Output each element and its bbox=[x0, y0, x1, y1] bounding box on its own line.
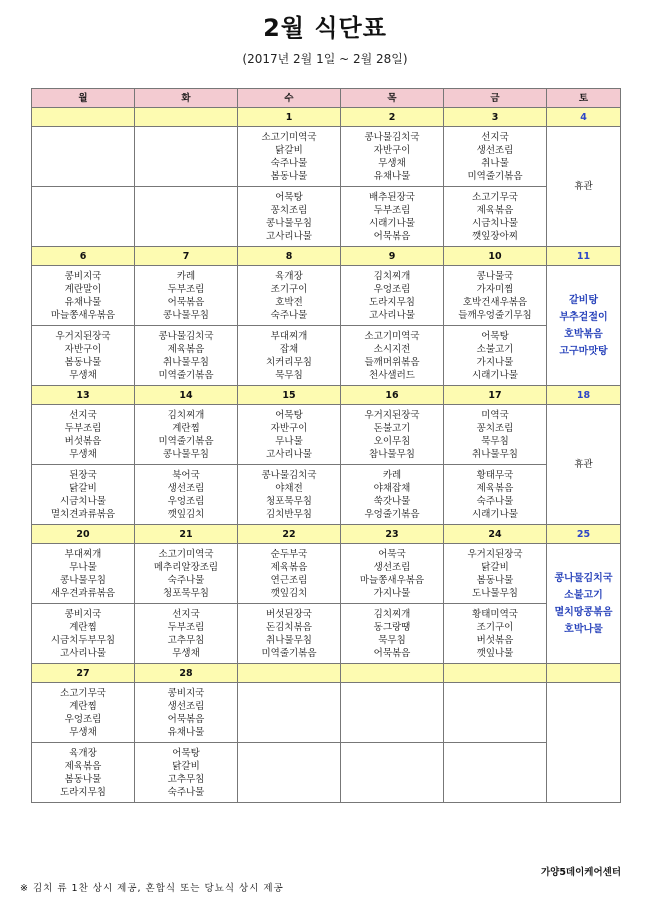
date-cell: 4 bbox=[547, 108, 621, 127]
menu-item: 생선조림 bbox=[167, 482, 205, 494]
menu-item: 들깨우엉줄기무침 bbox=[458, 309, 532, 321]
menu-item: 미역국 bbox=[481, 409, 509, 421]
lunch-menu-cell bbox=[32, 266, 135, 326]
date-cell bbox=[32, 108, 135, 127]
menu-item: 미역줄기볶음 bbox=[158, 369, 214, 381]
lunch-menu-cell bbox=[238, 683, 341, 743]
menu-item: 봄동나물 bbox=[476, 574, 514, 586]
date-cell: 13 bbox=[32, 386, 135, 405]
menu-item: 참나물무침 bbox=[369, 448, 415, 460]
menu-item: 메추리알장조림 bbox=[153, 561, 219, 573]
menu-item: 고사리나물 bbox=[266, 230, 312, 242]
menu-item: 호박건새우볶음 bbox=[462, 296, 528, 308]
dinner-menu-cell bbox=[238, 187, 341, 247]
menu-item: 어묵국 bbox=[378, 548, 406, 560]
dinner-menu-cell bbox=[444, 604, 547, 664]
menu-item: 시금치두부무침 bbox=[50, 634, 116, 646]
date-cell: 22 bbox=[238, 525, 341, 544]
lunch-menu-cell bbox=[341, 266, 444, 326]
lunch-menu-cell bbox=[341, 683, 444, 743]
menu-item: 고사리나물 bbox=[369, 309, 415, 321]
menu-item: 김치찌개 bbox=[373, 608, 411, 620]
menu-item: 생선조림 bbox=[373, 561, 411, 573]
menu-item: 유채나물 bbox=[373, 170, 411, 182]
menu-item: 버섯볶음 bbox=[64, 435, 102, 447]
menu-item: 선지국 bbox=[172, 608, 200, 620]
date-cell: 28 bbox=[135, 664, 238, 683]
saturday-menu-item: 콩나물김치국 bbox=[554, 572, 613, 584]
menu-item: 숙주나물 bbox=[167, 786, 205, 798]
menu-item: 콩나물무침 bbox=[266, 217, 312, 229]
saturday-cell bbox=[547, 683, 621, 803]
menu-item: 두부조림 bbox=[373, 204, 411, 216]
menu-item: 취나물무침 bbox=[163, 356, 209, 368]
lunch-menu-cell bbox=[444, 266, 547, 326]
lunch-menu-cell bbox=[341, 544, 444, 604]
menu-item: 생선조림 bbox=[167, 700, 205, 712]
menu-item: 연근조림 bbox=[270, 574, 308, 586]
saturday-menu-item: 부추겉절이 bbox=[559, 311, 608, 323]
menu-item: 제육볶음 bbox=[476, 204, 514, 216]
menu-item: 부대찌개 bbox=[64, 548, 102, 560]
menu-item: 시래기나물 bbox=[369, 217, 415, 229]
date-cell: 24 bbox=[444, 525, 547, 544]
dinner-menu-cell bbox=[135, 326, 238, 386]
menu-item: 봄동나물 bbox=[270, 170, 308, 182]
menu-item: 콩나물국 bbox=[476, 270, 514, 282]
date-cell: 20 bbox=[32, 525, 135, 544]
menu-item: 깻잎김치 bbox=[270, 587, 308, 599]
menu-item: 김치찌개 bbox=[373, 270, 411, 282]
menu-item: 야채전 bbox=[275, 482, 303, 494]
menu-item: 깻잎장아찌 bbox=[472, 230, 518, 242]
menu-item: 배추된장국 bbox=[369, 191, 415, 203]
menu-item: 소고기미역국 bbox=[261, 131, 317, 143]
menu-item: 미역줄기볶음 bbox=[261, 647, 317, 659]
dinner-menu-cell bbox=[32, 604, 135, 664]
menu-item: 멸치견과류볶음 bbox=[50, 508, 116, 520]
menu-item: 취나물 bbox=[481, 157, 509, 169]
day-header: 금 bbox=[444, 89, 547, 108]
date-cell bbox=[341, 664, 444, 683]
menu-item: 무생채 bbox=[378, 157, 406, 169]
lunch-menu-cell bbox=[32, 405, 135, 465]
dinner-menu-cell bbox=[238, 604, 341, 664]
lunch-menu-cell bbox=[238, 266, 341, 326]
dinner-menu-cell bbox=[32, 187, 135, 247]
menu-item: 꽁치조림 bbox=[476, 422, 514, 434]
date-cell: 1 bbox=[238, 108, 341, 127]
menu-item: 취나물무침 bbox=[266, 634, 312, 646]
saturday-menu-item: 고구마맛탕 bbox=[559, 345, 608, 357]
menu-item: 돈불고기 bbox=[373, 422, 411, 434]
menu-item: 숙주나물 bbox=[167, 574, 205, 586]
menu-item: 유채나물 bbox=[64, 296, 102, 308]
dinner-menu-cell bbox=[341, 326, 444, 386]
date-cell: 18 bbox=[547, 386, 621, 405]
date-cell bbox=[135, 108, 238, 127]
date-cell: 6 bbox=[32, 247, 135, 266]
day-header: 월 bbox=[32, 89, 135, 108]
dinner-menu-cell bbox=[341, 604, 444, 664]
lunch-menu-cell bbox=[135, 683, 238, 743]
date-cell: 17 bbox=[444, 386, 547, 405]
menu-item: 닭갈비 bbox=[481, 561, 509, 573]
day-header: 수 bbox=[238, 89, 341, 108]
menu-item: 콩나물김치국 bbox=[261, 469, 317, 481]
menu-item: 어묵볶음 bbox=[373, 230, 411, 242]
menu-item: 청포묵무침 bbox=[266, 495, 312, 507]
menu-item: 소고기미역국 bbox=[158, 548, 214, 560]
day-header: 목 bbox=[341, 89, 444, 108]
date-cell: 16 bbox=[341, 386, 444, 405]
date-range-subtitle: (2017년 2월 1일 ~ 2월 28일) bbox=[242, 52, 408, 66]
menu-item: 제육볶음 bbox=[64, 760, 102, 772]
dinner-menu-cell bbox=[135, 743, 238, 803]
menu-item: 두부조림 bbox=[167, 283, 205, 295]
menu-item: 두부조림 bbox=[167, 621, 205, 633]
dinner-menu-cell bbox=[444, 465, 547, 525]
menu-item: 우거지된장국 bbox=[55, 330, 111, 342]
menu-item: 꽁치조림 bbox=[270, 204, 308, 216]
menu-item: 고사리나물 bbox=[266, 448, 312, 460]
menu-item: 조기구이 bbox=[476, 621, 514, 633]
menu-item: 무생채 bbox=[172, 647, 200, 659]
menu-item: 들깨머위볶음 bbox=[364, 356, 420, 368]
menu-item: 육개장 bbox=[275, 270, 303, 282]
date-cell: 9 bbox=[341, 247, 444, 266]
menu-item: 고추무침 bbox=[167, 634, 205, 646]
menu-item: 도라지무침 bbox=[60, 786, 106, 798]
menu-item: 잡채 bbox=[279, 343, 299, 355]
menu-item: 우엉조림 bbox=[167, 495, 205, 507]
lunch-menu-cell bbox=[238, 544, 341, 604]
menu-item: 버섯된장국 bbox=[266, 608, 312, 620]
menu-item: 어묵탕 bbox=[481, 330, 509, 342]
saturday-menu-item: 멸치땅콩볶음 bbox=[554, 606, 613, 618]
menu-item: 무생채 bbox=[69, 369, 97, 381]
menu-item: 계란찜 bbox=[69, 700, 97, 712]
menu-item: 동그랑땡 bbox=[373, 621, 411, 633]
menu-item: 선지국 bbox=[69, 409, 97, 421]
center-name: 가양5데이케어센터 bbox=[540, 867, 621, 878]
date-cell: 21 bbox=[135, 525, 238, 544]
menu-item: 계란찜 bbox=[172, 422, 200, 434]
menu-item: 우엉줄기볶음 bbox=[364, 508, 420, 520]
lunch-menu-cell bbox=[238, 405, 341, 465]
menu-item: 콩나물김치국 bbox=[158, 330, 214, 342]
date-cell bbox=[547, 664, 621, 683]
date-cell: 8 bbox=[238, 247, 341, 266]
saturday-cell bbox=[547, 405, 621, 525]
date-cell: 14 bbox=[135, 386, 238, 405]
menu-item: 묵무침 bbox=[378, 634, 406, 646]
day-header: 토 bbox=[547, 89, 621, 108]
menu-item: 김치반무침 bbox=[266, 508, 312, 520]
menu-item: 소고기무국 bbox=[472, 191, 518, 203]
menu-item: 소고기무국 bbox=[60, 687, 106, 699]
date-cell bbox=[444, 664, 547, 683]
menu-item: 닭갈비 bbox=[172, 760, 200, 772]
date-cell bbox=[238, 664, 341, 683]
date-cell: 11 bbox=[547, 247, 621, 266]
menu-item: 무생채 bbox=[69, 726, 97, 738]
date-cell: 7 bbox=[135, 247, 238, 266]
day-header: 화 bbox=[135, 89, 238, 108]
dinner-menu-cell bbox=[341, 465, 444, 525]
dinner-menu-cell bbox=[238, 465, 341, 525]
menu-item: 카레 bbox=[382, 469, 402, 481]
menu-item: 깻잎나물 bbox=[476, 647, 514, 659]
menu-item: 김치찌개 bbox=[167, 409, 205, 421]
menu-item: 콩나물무침 bbox=[163, 309, 209, 321]
menu-item: 황태무국 bbox=[476, 469, 514, 481]
menu-item: 콩비지국 bbox=[167, 687, 205, 699]
lunch-menu-cell bbox=[444, 544, 547, 604]
menu-item: 제육볶음 bbox=[476, 482, 514, 494]
menu-item: 도나물무침 bbox=[472, 587, 518, 599]
saturday-menu-item: 갈비탕 bbox=[569, 294, 598, 306]
menu-item: 호박전 bbox=[275, 296, 303, 308]
menu-item: 카레 bbox=[176, 270, 196, 282]
menu-item: 깻잎김치 bbox=[167, 508, 205, 520]
dinner-menu-cell bbox=[444, 326, 547, 386]
menu-item: 어묵탕 bbox=[275, 191, 303, 203]
menu-item: 콩비지국 bbox=[64, 608, 102, 620]
menu-item: 봄동나물 bbox=[64, 773, 102, 785]
menu-item: 돈김치볶음 bbox=[266, 621, 312, 633]
menu-item: 고추무침 bbox=[167, 773, 205, 785]
menu-item: 황태미역국 bbox=[472, 608, 518, 620]
lunch-menu-cell bbox=[135, 127, 238, 187]
date-cell: 25 bbox=[547, 525, 621, 544]
menu-item: 자반구이 bbox=[64, 343, 102, 355]
lunch-menu-cell bbox=[444, 127, 547, 187]
menu-item: 유채나물 bbox=[167, 726, 205, 738]
lunch-menu-cell bbox=[135, 266, 238, 326]
menu-item: 도라지무침 bbox=[369, 296, 415, 308]
menu-item: 새우견과류볶음 bbox=[50, 587, 116, 599]
lunch-menu-cell bbox=[341, 405, 444, 465]
menu-item: 마늘쫑새우볶음 bbox=[359, 574, 425, 586]
lunch-menu-cell bbox=[238, 127, 341, 187]
lunch-menu-cell bbox=[32, 127, 135, 187]
menu-item: 묵무침 bbox=[481, 435, 509, 447]
date-cell: 3 bbox=[444, 108, 547, 127]
menu-item: 어묵볶음 bbox=[167, 296, 205, 308]
menu-item: 무나물 bbox=[275, 435, 303, 447]
menu-item: 순두부국 bbox=[270, 548, 308, 560]
menu-item: 콩비지국 bbox=[64, 270, 102, 282]
menu-item: 콩나물무침 bbox=[60, 574, 106, 586]
menu-item: 가지나물 bbox=[476, 356, 514, 368]
date-cell: 27 bbox=[32, 664, 135, 683]
menu-item: 치커리무침 bbox=[266, 356, 312, 368]
menu-item: 어묵볶음 bbox=[167, 713, 205, 725]
closed-label: 휴관 bbox=[574, 181, 593, 192]
menu-item: 계란찜 bbox=[69, 621, 97, 633]
menu-item: 무나물 bbox=[69, 561, 97, 573]
menu-item: 버섯볶음 bbox=[476, 634, 514, 646]
menu-item: 소고기미역국 bbox=[364, 330, 420, 342]
menu-item: 숙주나물 bbox=[270, 309, 308, 321]
dinner-menu-cell bbox=[32, 743, 135, 803]
menu-item: 어묵탕 bbox=[275, 409, 303, 421]
dinner-menu-cell bbox=[444, 187, 547, 247]
dinner-menu-cell bbox=[341, 187, 444, 247]
menu-item: 콩나물무침 bbox=[163, 448, 209, 460]
menu-item: 시금치나물 bbox=[60, 495, 106, 507]
menu-item: 무생채 bbox=[69, 448, 97, 460]
menu-item: 미역줄기볶음 bbox=[467, 170, 523, 182]
menu-item: 생선조림 bbox=[476, 144, 514, 156]
dinner-menu-cell bbox=[444, 743, 547, 803]
menu-item: 두부조림 bbox=[64, 422, 102, 434]
menu-item: 선지국 bbox=[481, 131, 509, 143]
date-cell: 10 bbox=[444, 247, 547, 266]
menu-item: 청포묵무침 bbox=[163, 587, 209, 599]
dinner-menu-cell bbox=[32, 465, 135, 525]
dinner-menu-cell bbox=[341, 743, 444, 803]
lunch-menu-cell bbox=[444, 683, 547, 743]
footer-note: ※ 김치 류 1찬 상시 제공, 혼합식 또는 당뇨식 상시 제공 bbox=[20, 883, 284, 894]
dinner-menu-cell bbox=[135, 465, 238, 525]
menu-item: 숙주나물 bbox=[476, 495, 514, 507]
lunch-menu-cell bbox=[32, 544, 135, 604]
menu-item: 미역줄기볶음 bbox=[158, 435, 214, 447]
date-cell: 15 bbox=[238, 386, 341, 405]
menu-item: 자반구이 bbox=[270, 422, 308, 434]
date-cell: 23 bbox=[341, 525, 444, 544]
saturday-menu-item: 호박나물 bbox=[564, 623, 603, 635]
dinner-menu-cell bbox=[135, 604, 238, 664]
menu-item: 닭갈비 bbox=[275, 144, 303, 156]
menu-item: 어묵탕 bbox=[172, 747, 200, 759]
page-title: 2월 식단표 bbox=[263, 14, 387, 42]
menu-item: 우거지된장국 bbox=[364, 409, 420, 421]
menu-item: 계란말이 bbox=[64, 283, 102, 295]
menu-item: 시래기나물 bbox=[472, 369, 518, 381]
menu-item: 천사샐러드 bbox=[369, 369, 415, 381]
menu-item: 오이무침 bbox=[373, 435, 411, 447]
menu-item: 자반구이 bbox=[373, 144, 411, 156]
menu-item: 소시지전 bbox=[373, 343, 411, 355]
menu-item: 소불고기 bbox=[476, 343, 514, 355]
menu-item: 어묵볶음 bbox=[373, 647, 411, 659]
menu-item: 취나물무침 bbox=[472, 448, 518, 460]
menu-item: 봄동나물 bbox=[64, 356, 102, 368]
menu-item: 제육볶음 bbox=[167, 343, 205, 355]
menu-item: 닭갈비 bbox=[69, 482, 97, 494]
menu-item: 숙주나물 bbox=[270, 157, 308, 169]
menu-item: 제육볶음 bbox=[270, 561, 308, 573]
closed-label: 휴관 bbox=[574, 459, 593, 470]
date-cell: 2 bbox=[341, 108, 444, 127]
lunch-menu-cell bbox=[32, 683, 135, 743]
dinner-menu-cell bbox=[135, 187, 238, 247]
menu-item: 시래기나물 bbox=[472, 508, 518, 520]
menu-table bbox=[31, 88, 621, 803]
menu-item: 가자미찜 bbox=[476, 283, 514, 295]
menu-item: 가지나물 bbox=[373, 587, 411, 599]
menu-item: 육개장 bbox=[69, 747, 97, 759]
menu-item: 된장국 bbox=[69, 469, 97, 481]
menu-item: 북어국 bbox=[172, 469, 200, 481]
menu-item: 조기구이 bbox=[270, 283, 308, 295]
menu-item: 우엉조림 bbox=[373, 283, 411, 295]
menu-item: 우엉조림 bbox=[64, 713, 102, 725]
menu-item: 우거지된장국 bbox=[467, 548, 523, 560]
dinner-menu-cell bbox=[238, 326, 341, 386]
menu-item: 쑥갓나물 bbox=[373, 495, 411, 507]
menu-item: 시금치나물 bbox=[472, 217, 518, 229]
menu-item: 콩나물김치국 bbox=[364, 131, 420, 143]
dinner-menu-cell bbox=[32, 326, 135, 386]
menu-item: 야채잡채 bbox=[373, 482, 411, 494]
lunch-menu-cell bbox=[444, 405, 547, 465]
lunch-menu-cell bbox=[135, 405, 238, 465]
menu-item: 마늘쫑새우볶음 bbox=[50, 309, 116, 321]
saturday-cell bbox=[547, 544, 621, 664]
lunch-menu-cell bbox=[135, 544, 238, 604]
lunch-menu-cell bbox=[341, 127, 444, 187]
saturday-cell bbox=[547, 266, 621, 386]
menu-item: 부대찌개 bbox=[270, 330, 308, 342]
menu-item: 묵무침 bbox=[275, 369, 303, 381]
menu-item: 고사리나물 bbox=[60, 647, 106, 659]
saturday-menu-item: 소불고기 bbox=[564, 589, 603, 601]
saturday-cell bbox=[547, 127, 621, 247]
saturday-menu-item: 호박볶음 bbox=[564, 328, 603, 340]
dinner-menu-cell bbox=[238, 743, 341, 803]
